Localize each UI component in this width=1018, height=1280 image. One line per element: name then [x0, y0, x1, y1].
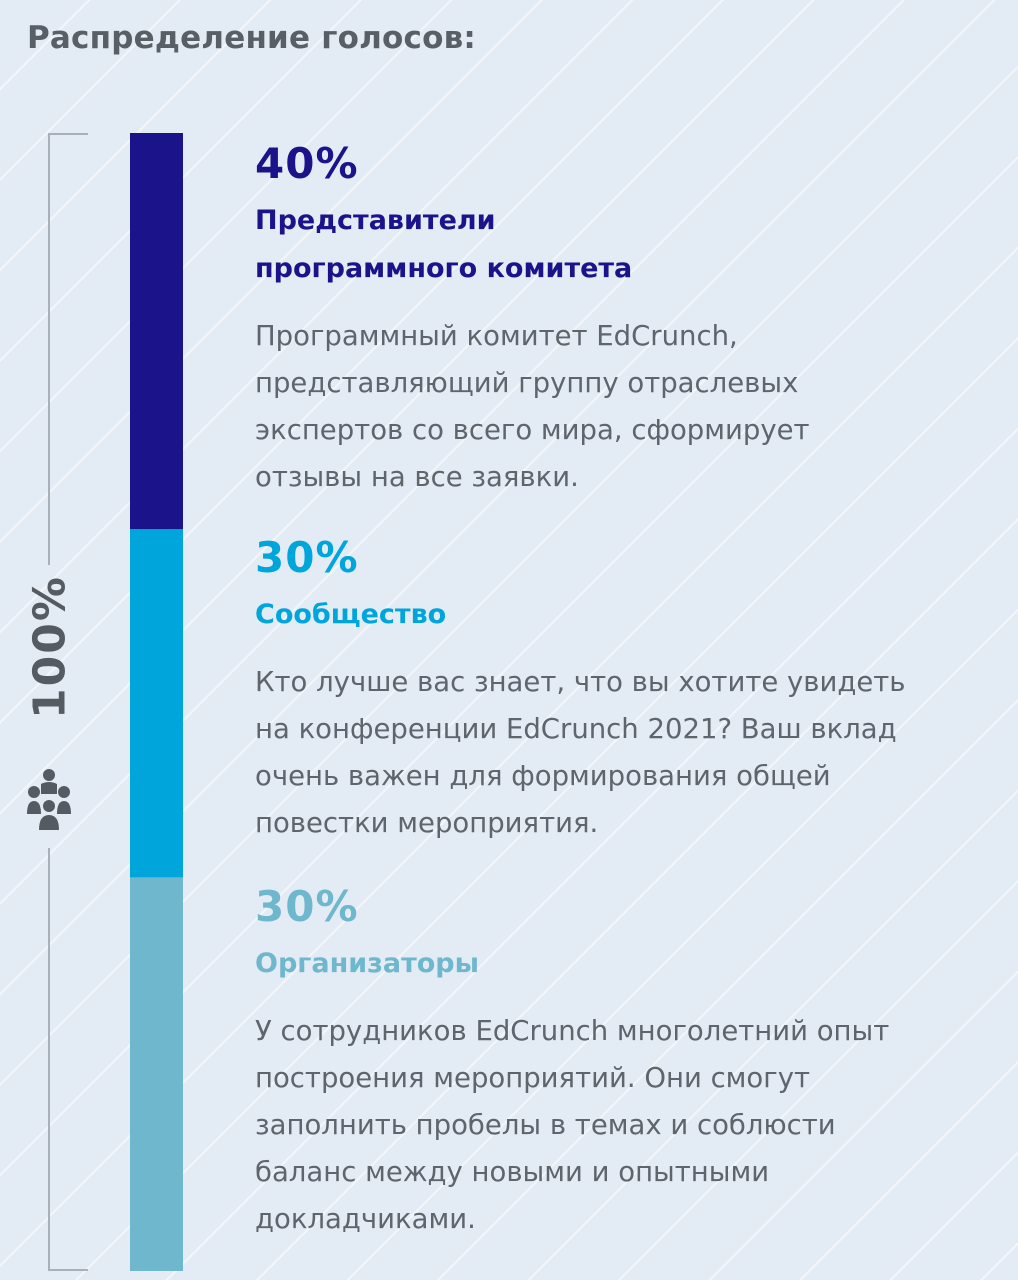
- bar-segment-2: [130, 529, 183, 878]
- bracket-line-bottom: [48, 848, 50, 1271]
- bracket-top-cap: [48, 133, 88, 135]
- segment-name: Организаторы: [255, 948, 480, 979]
- bracket-bottom-cap: [48, 1269, 88, 1271]
- segment-description: У сотрудников EdCrunch многолетний опыт построения мероприятий. Они смогут заполнить пробелы в темах и соблюсти баланс между новыми и опытными докладчиками.: [255, 1015, 890, 1235]
- segment-value: 30%: [255, 882, 359, 931]
- page-title: Распределение голосов:: [27, 20, 476, 56]
- bar-segment-1: [130, 133, 183, 530]
- total-percent-label: 100%: [24, 575, 76, 719]
- segment-value: 40%: [255, 139, 359, 188]
- segment-organizers: [255, 882, 975, 1243]
- segment-community: [255, 533, 975, 847]
- segment-program-committee: [255, 139, 975, 501]
- stacked-bar-chart: [130, 133, 183, 1271]
- segment-description: Кто лучше вас знает, что вы хотите увидеть на конференции EdCrunch 2021? Ваш вклад очень важен для формирования общей повестки мероприятия.: [255, 666, 906, 839]
- segment-name: Сообщество: [255, 599, 447, 630]
- segment-value: 30%: [255, 533, 359, 582]
- segment-description: Программный комитет EdCrunch, представляющий группу отраслевых экспертов со всего мира, сформирует отзывы на все заявки.: [255, 320, 810, 493]
- bracket-line-top: [48, 133, 50, 565]
- segment-name: Представители программного комитета: [255, 205, 633, 284]
- people-group-icon: [25, 768, 73, 830]
- bar-segment-3: [130, 877, 183, 1271]
